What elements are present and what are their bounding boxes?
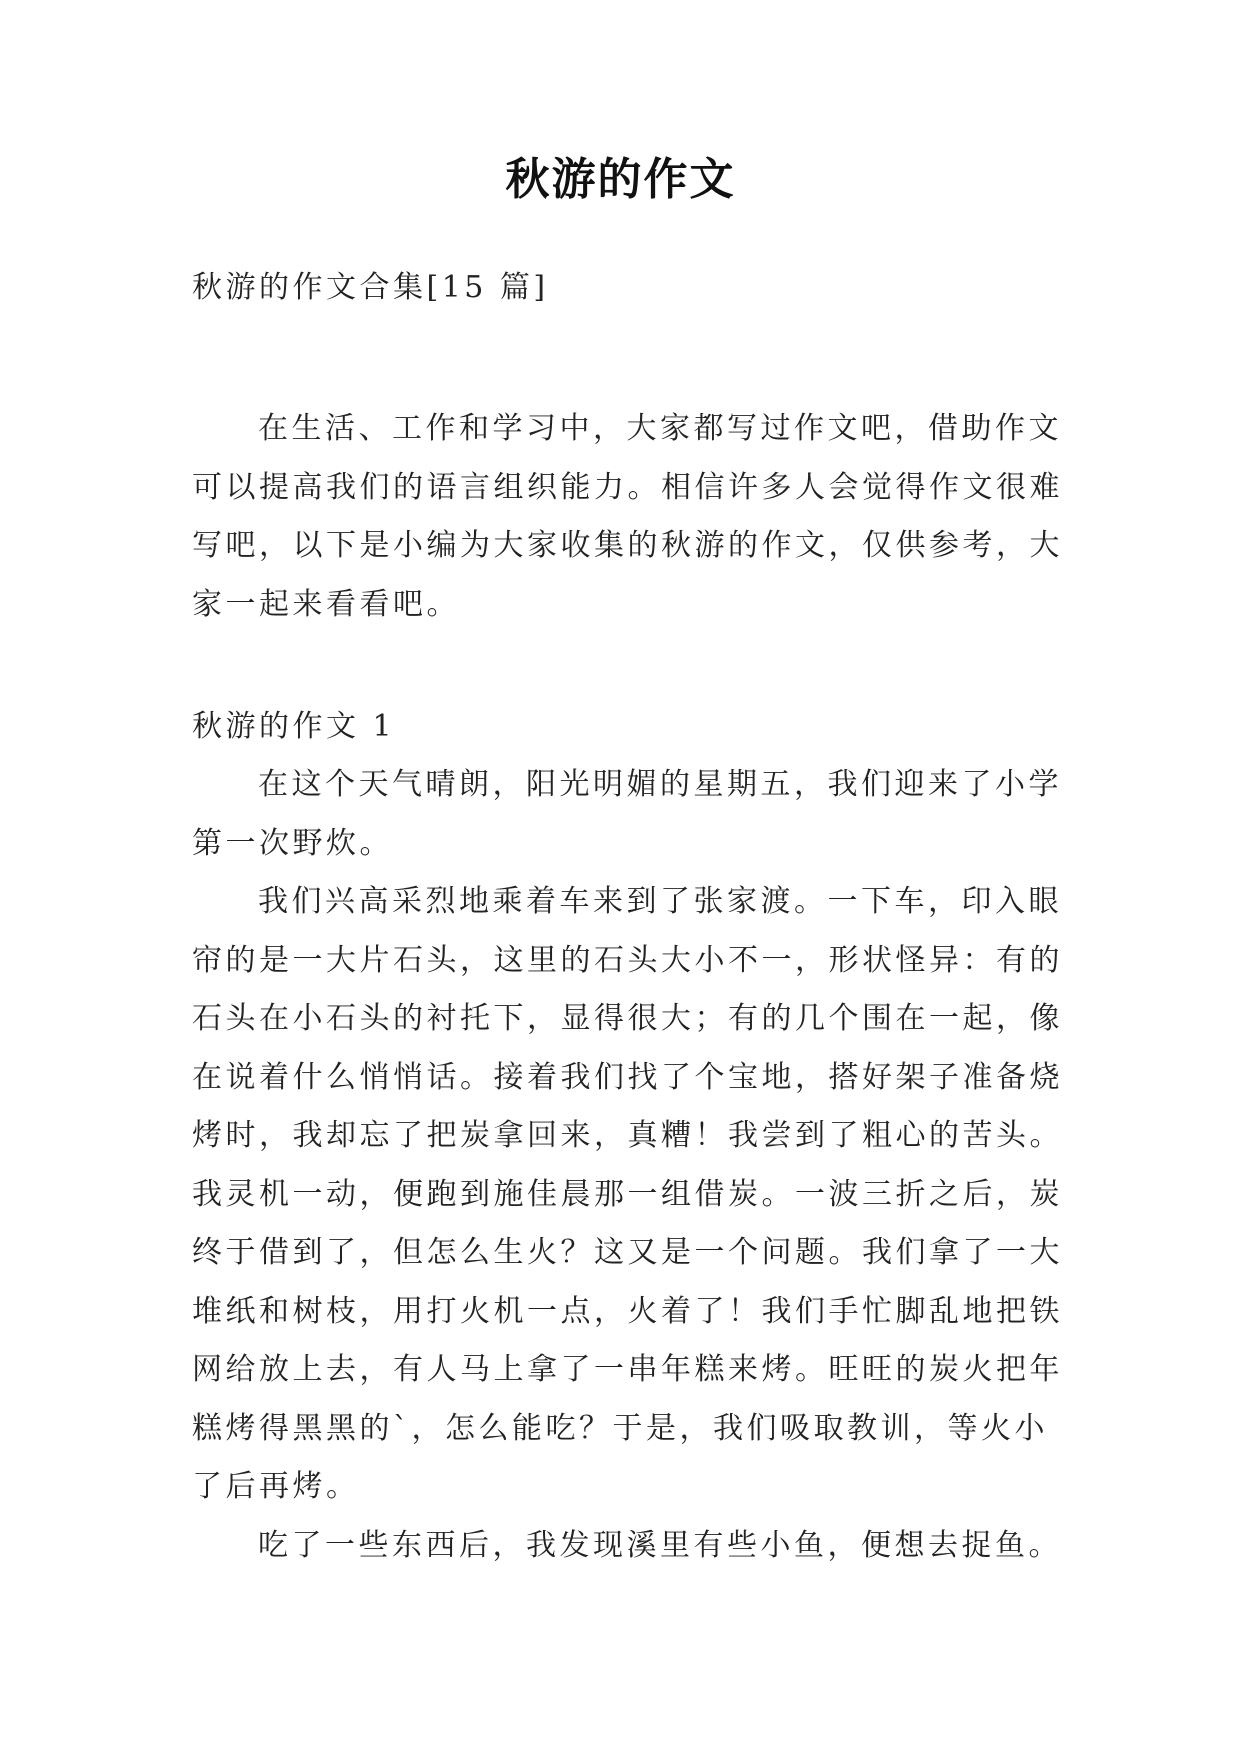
document-title: 秋游的作文 [505, 154, 736, 205]
intro-line: 可以提高我们的语言组织能力。相信许多人会觉得作文很难 [192, 469, 1063, 505]
body-line: 吃了一些东西后，我发现溪里有些小鱼，便想去捉鱼。 [258, 1527, 1062, 1563]
body-line: 我灵机一动，便跑到施佳晨那一组借炭。一波三折之后，炭 [192, 1176, 1063, 1212]
section-title: 秋游的作文 1 [192, 709, 396, 744]
intro-line: 家一起来看看吧。 [192, 586, 460, 622]
body-line: 终于借到了，但怎么生火？这又是一个问题。我们拿了一大 [192, 1235, 1063, 1270]
essay-body [192, 756, 1062, 1575]
body-line: 在这个天气晴朗，阳光明媚的星期五，我们迎来了小学 [258, 767, 1062, 802]
body-line: 糕烤得黑黑的`，怎么能吃？于是，我们吸取教训，等火小 [192, 1410, 1048, 1446]
body-line: 网给放上去，有人马上拿了一串年糕来烤。旺旺的炭火把年 [192, 1352, 1063, 1387]
body-line: 在说着什么悄悄话。接着我们找了个宝地，搭好架子准备烧 [192, 1059, 1063, 1095]
body-line: 我们兴高采烈地乘着车来到了张家渡。一下车，印入眼 [258, 884, 1062, 919]
body-line: 堆纸和树枝，用打火机一点，火着了！我们手忙脚乱地把铁 [192, 1293, 1063, 1329]
body-line: 帘的是一大片石头，这里的石头大小不一，形状怪异：有的 [192, 942, 1063, 978]
body-line: 烤时，我却忘了把炭拿回来，真糟！我尝到了粗心的苦头。 [192, 1118, 1063, 1153]
body-line: 了后再烤。 [192, 1469, 360, 1504]
intro-line: 写吧，以下是小编为大家收集的秋游的作文，仅供参考，大 [192, 528, 1063, 563]
body-line: 石头在小石头的衬托下，显得很大；有的几个围在一起，像 [192, 1001, 1063, 1036]
body-line: 第一次野炊。 [192, 825, 393, 861]
intro-line: 在生活、工作和学习中，大家都写过作文吧，借助作文 [258, 411, 1062, 446]
intro-paragraph [192, 400, 1062, 634]
document-subtitle: 秋游的作文合集[15 篇] [192, 270, 549, 305]
